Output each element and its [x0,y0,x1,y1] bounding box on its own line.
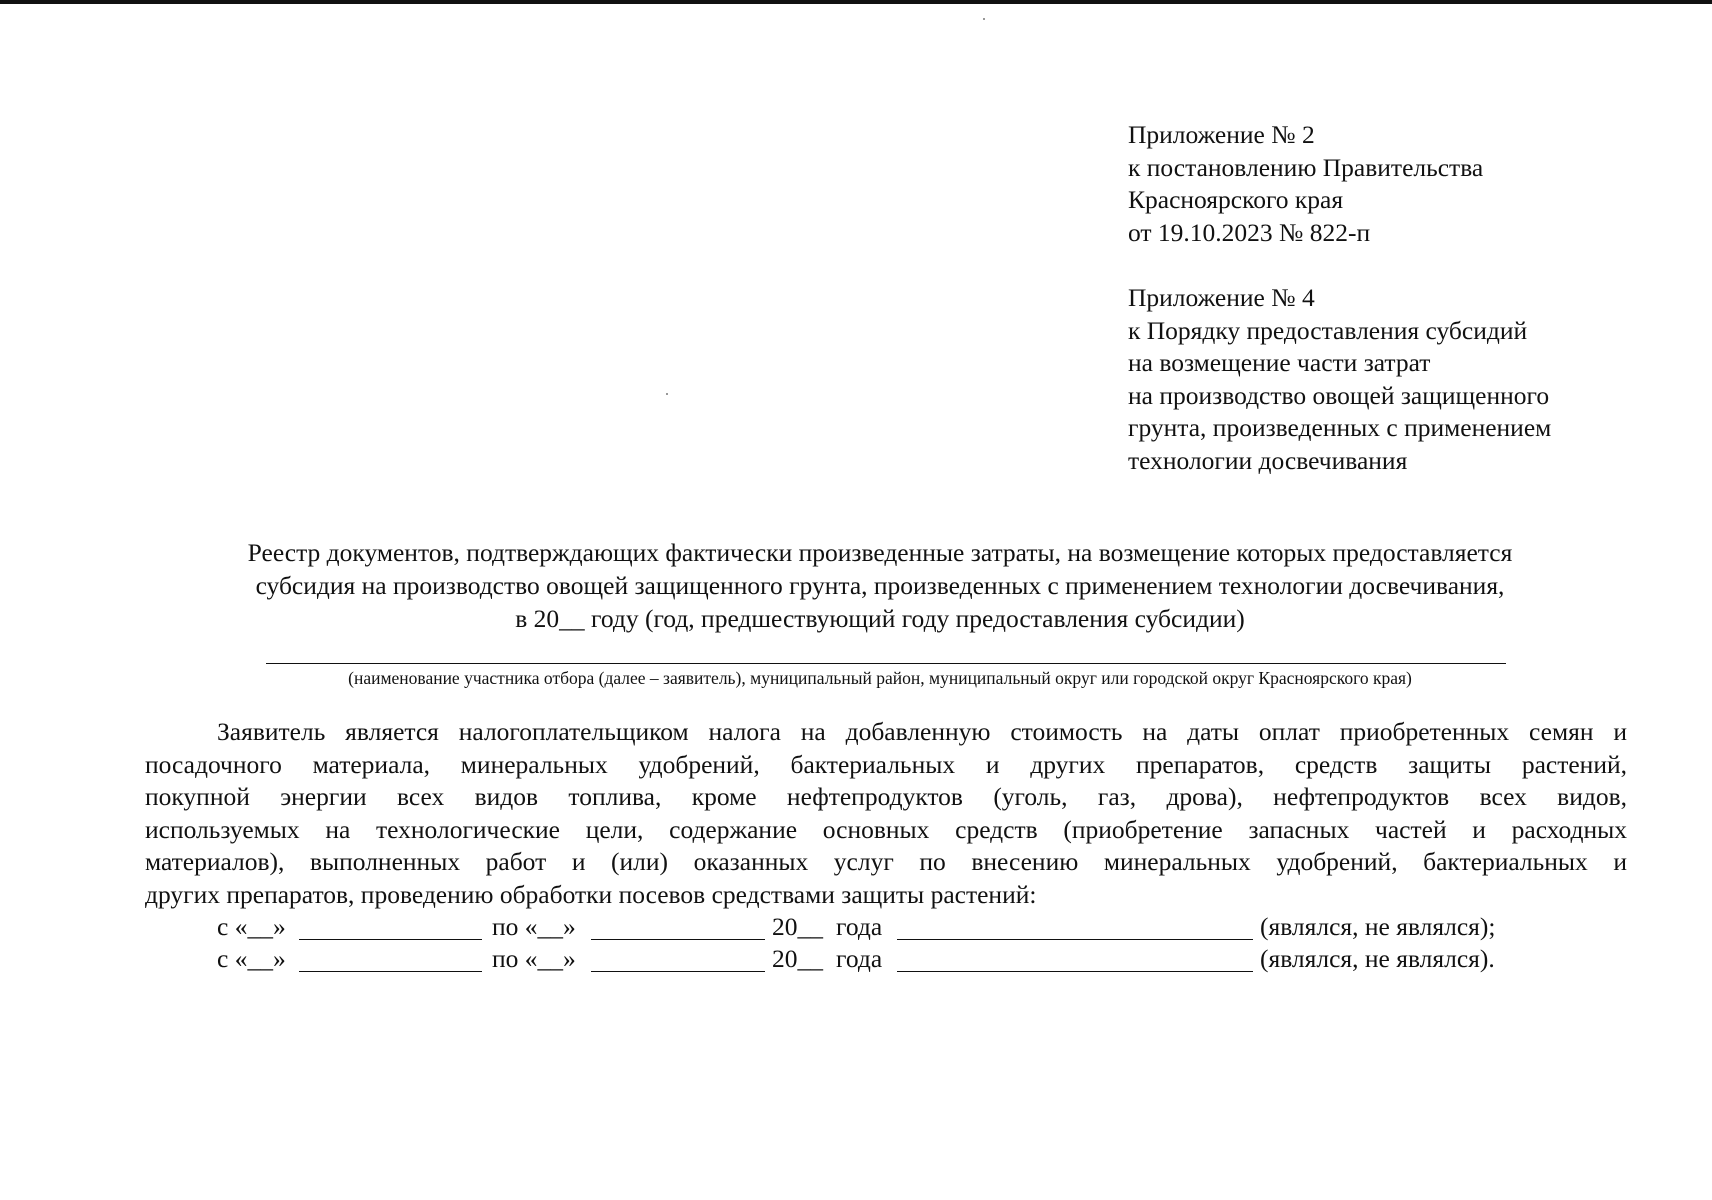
attachment-line: на возмещение части затрат [1128,348,1431,377]
title-line: в 20__ году (год, предшествующий году предоставления субсидии) [515,604,1245,633]
paragraph-line: материалов), выполненных работ и (или) оказанных услуг по внесению минеральных удобрений, бактериальных и [145,847,1627,876]
attachment-line: Красноярского края [1128,185,1344,214]
attachment-line: Приложение № 2 [1128,120,1315,149]
period-status-text: (являлся, не являлся). [1260,944,1495,973]
period-to-month-blank[interactable] [591,971,765,972]
period-to-day: по «__» [492,912,576,941]
scan-speck [983,18,985,20]
attachment-line: грунта, произведенных с применением [1128,413,1552,442]
applicant-caption: (наименование участника отбора (далее – заявитель), муниципальный район, муниципальный округ или городской округ Красноярского края) [348,668,1412,688]
period-from-day: с «__» [217,912,286,941]
attachment-line: технологии досвечивания [1128,445,1408,475]
period-year: 20__ [772,944,823,973]
vat-statement-paragraph [145,716,1627,911]
period-status-text: (являлся, не являлся); [1260,912,1496,941]
attachment-line: от 19.10.2023 № 822-п [1128,217,1371,247]
title-line: Реестр документов, подтверждающих фактически произведенные затраты, на возмещение которых предоставляется [247,538,1513,567]
attachment-line: к постановлению Правительства [1128,152,1484,182]
period-from-month-blank[interactable] [299,939,482,940]
period-from-day: с «__» [217,944,286,973]
applicant-name-blank[interactable] [266,663,1506,664]
period-year: 20__ [772,912,823,941]
document-title [150,536,1610,635]
paragraph-line: покупной энергии всех видов топлива, кроме нефтепродуктов (уголь, газ, дрова), нефтепродуктов всех видов, [145,782,1627,811]
period-to-month-blank[interactable] [591,939,765,940]
scan-speck [666,393,668,395]
period-year-label: года [836,944,883,973]
paragraph-line: других препаратов, проведению обработки посевов средствами защиты растений: [145,879,1037,909]
attachment-line: Приложение № 4 [1128,283,1315,312]
period-year-label: года [836,912,883,941]
period-status-blank[interactable] [897,971,1253,972]
title-line: субсидия на производство овощей защищенного грунта, произведенных с применением технологии досвечивания, [255,571,1505,600]
paragraph-line: Заявитель является налогоплательщиком налога на добавленную стоимость на даты оплат приобретенных семян и [217,717,1627,746]
period-from-month-blank[interactable] [299,971,482,972]
paragraph-line: используемых на технологические цели, содержание основных средств (приобретение запасных частей и расходных [145,814,1627,844]
page-top-border [0,0,1712,4]
attachment-header-4 [1128,282,1551,477]
paragraph-line: посадочного материала, минеральных удобрений, бактериальных и других препаратов, средств защиты растений, [145,749,1627,779]
attachment-line: к Порядку предоставления субсидий [1128,315,1528,345]
attachment-header-2 [1128,119,1483,249]
period-status-blank[interactable] [897,939,1253,940]
attachment-line: на производство овощей защищенного [1128,380,1550,410]
period-to-day: по «__» [492,944,576,973]
